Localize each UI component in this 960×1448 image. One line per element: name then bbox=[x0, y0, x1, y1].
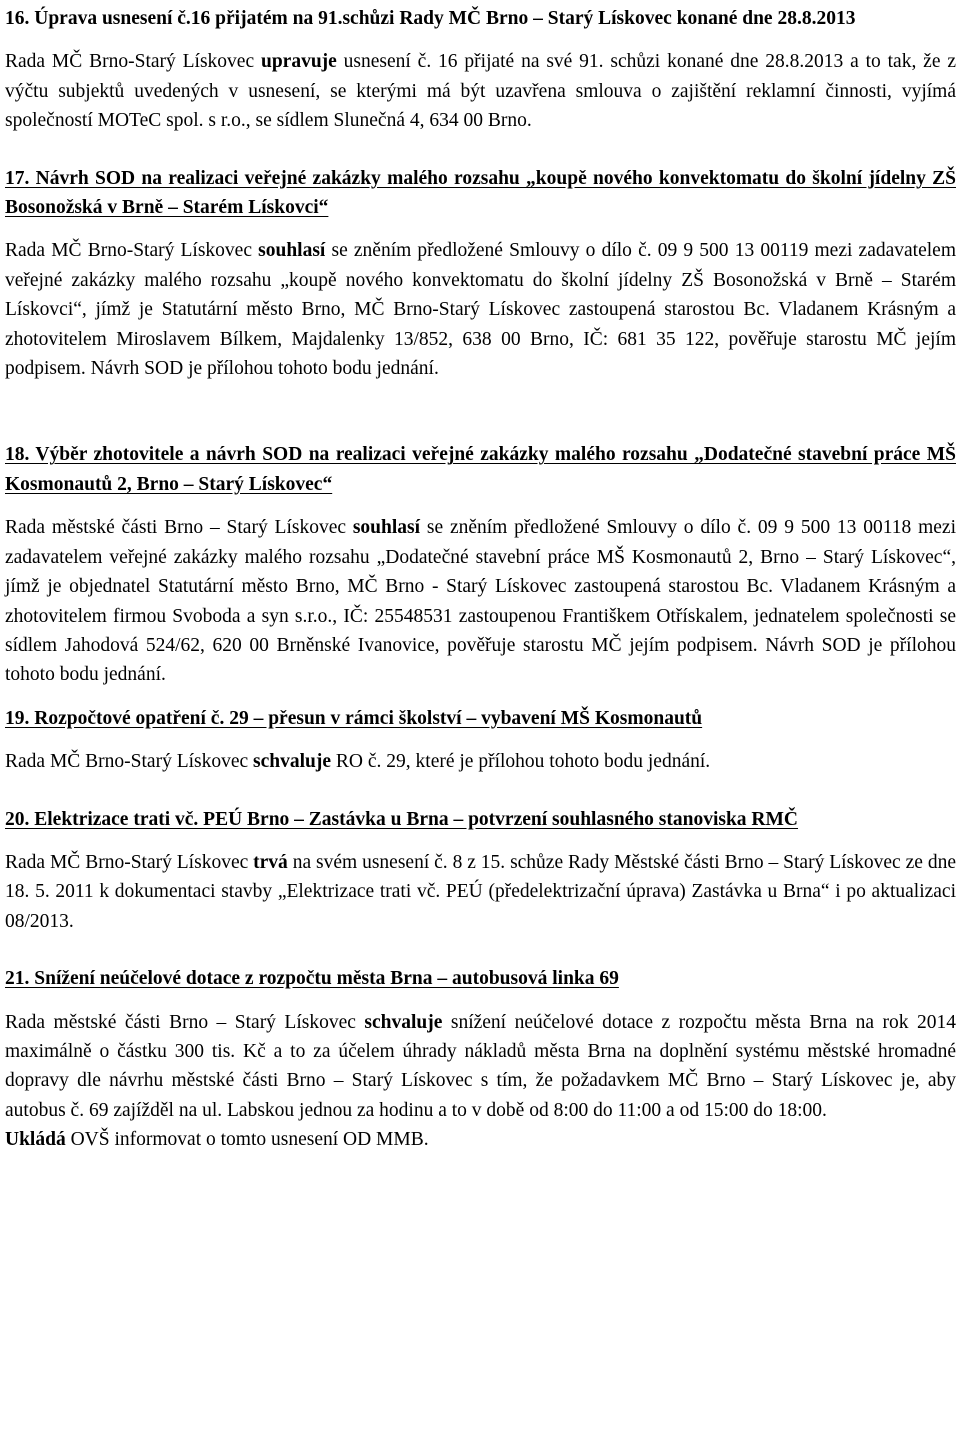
item-17-body-post: se zněním předložené Smlouvy o dílo č. 09 9 500 13 00119 mezi zadavatelem veřejné zakázky malého rozsahu „koupě nového konvektomatu do školní jídelny ZŠ Bosonožská v Brně – Starém Lískovci“, jímž je Statutární město Brno, MČ Brno-Starý Lískovec zastoupená starostou Bc. Vladanem Krásným a zhotovitelem Miroslavem Bílkem, Majdalenky 13/852, 638 00 Brno, IČ: 681 35 122, pověřuje starostu MČ jejím podpisem. Návrh SOD je přílohou tohoto bodu jednání. bbox=[5, 240, 956, 380]
item-21-verb: schvaluje bbox=[364, 1011, 443, 1033]
item-19-body bbox=[5, 747, 956, 776]
item-19-verb: schvaluje bbox=[253, 751, 332, 773]
item-21-body-2-post: OVŠ informovat o tomto usnesení OD MMB. bbox=[65, 1129, 429, 1151]
item-17-verb: souhlasí bbox=[258, 240, 326, 262]
item-21-body bbox=[5, 1008, 956, 1126]
item-19-heading: 19. Rozpočtové opatření č. 29 – přesun v rámci školství – vybavení MŠ Kosmonautů bbox=[5, 707, 703, 729]
item-17-body bbox=[5, 236, 956, 383]
item-18-body bbox=[5, 513, 956, 689]
item-21-body-2 bbox=[5, 1125, 956, 1154]
item-19-body-post: RO č. 29, které je přílohou tohoto bodu jednání. bbox=[331, 751, 711, 773]
item-21-body-pre: Rada městské části Brno – Starý Lískovec bbox=[5, 1011, 365, 1033]
item-20-body-post: na svém usnesení č. 8 z 15. schůze Rady Městské části Brno – Starý Lískovec ze dne 18. 5. 2011 k dokumentaci stavby „Elektrizace trati vč. PEÚ (předelektrizační úprava) Zastávka u Brna“ i po aktualizaci 08/2013. bbox=[5, 851, 956, 932]
item-20-body bbox=[5, 848, 956, 936]
item-17-body-pre: Rada MČ Brno-Starý Lískovec bbox=[5, 240, 259, 262]
item-20-body-pre: Rada MČ Brno-Starý Lískovec bbox=[5, 851, 254, 873]
item-21-verb-2: Ukládá bbox=[5, 1129, 66, 1151]
item-20-verb: trvá bbox=[253, 851, 288, 873]
item-16-body-post: usnesení č. 16 přijaté na své 91. schůzi konané dne 28.8.2013 a to tak, že z výčtu subjektů uvedených v usnesení, se kterými má být uzavřena smlouva o zajištění reklamní činnosti, vyjímá společností MOTeC spol. s r.o., se sídlem Slunečná 4, 634 00 Brno. bbox=[5, 51, 956, 132]
document-page bbox=[5, 4, 956, 1155]
item-18-body-post: se zněním předložené Smlouvy o dílo č. 09 9 500 13 00118 mezi zadavatelem veřejné zakázky malého rozsahu „Dodatečné stavební práce MŠ Kosmonautů 2, Brno – Starý Lískovec“, jímž je objednatel Statutární město Brno, MČ Brno - Starý Lískovec zastoupená starostou Bc. Vladanem Krásným a zhotovitelem firmou Svoboda a syn s.r.o., IČ: 25548531 zastoupenou Františkem Otřískalem, jednatelem společnosti se sídlem Jahodová 524/62, 620 00 Brněnské Ivanovice, pověřuje starostu MČ jejím podpisem. Návrh SOD je přílohou tohoto bodu jednání. bbox=[5, 517, 957, 686]
item-16-body-pre: Rada MČ Brno-Starý Lískovec bbox=[5, 51, 261, 73]
item-18-heading: 18. Výběr zhotovitele a návrh SOD na realizaci veřejné zakázky malého rozsahu „Dodatečné stavební práce MŠ Kosmonautů 2, Brno – Starý Lískovec“ bbox=[5, 444, 956, 495]
item-19-body-pre: Rada MČ Brno-Starý Lískovec bbox=[5, 751, 254, 773]
item-20-heading: 20. Elektrizace trati vč. PEÚ Brno – Zastávka u Brna – potvrzení souhlasného stanoviska RMČ bbox=[5, 808, 799, 830]
item-16-body bbox=[5, 47, 956, 135]
item-18-body-pre: Rada městské části Brno – Starý Lískovec bbox=[5, 517, 353, 539]
item-16-verb: upravuje bbox=[260, 51, 337, 73]
item-17-heading: 17. Návrh SOD na realizaci veřejné zakázky malého rozsahu „koupě nového konvektomatu do školní jídelny ZŠ Bosonožská v Brně – Starém Lískovci“ bbox=[5, 167, 956, 219]
item-16-heading: 16. Úprava usnesení č.16 přijatém na 91.schůzi Rady MČ Brno – Starý Lískovec konané dne 28.8.2013 bbox=[5, 8, 856, 29]
item-18-verb: souhlasí bbox=[352, 517, 421, 539]
item-21-body-post: snížení neúčelové dotace z rozpočtu města Brna na rok 2014 maximálně o částku 300 tis. Kč a to za účelem úhrady nákladů města Brna na doplnění systému městské hromadné dopravy dle návrhu městské části Brno – Starý Lískovec s tím, že požadavkem MČ Brno – Starý Lískovec je, aby autobus č. 69 zajížděl na ul. Labskou jednou za hodinu a to v době od 8:00 do 11:00 a od 15:00 do 18:00. bbox=[5, 1011, 956, 1121]
item-21-heading: 21. Snížení neúčelové dotace z rozpočtu města Brna – autobusová linka 69 bbox=[5, 968, 619, 990]
